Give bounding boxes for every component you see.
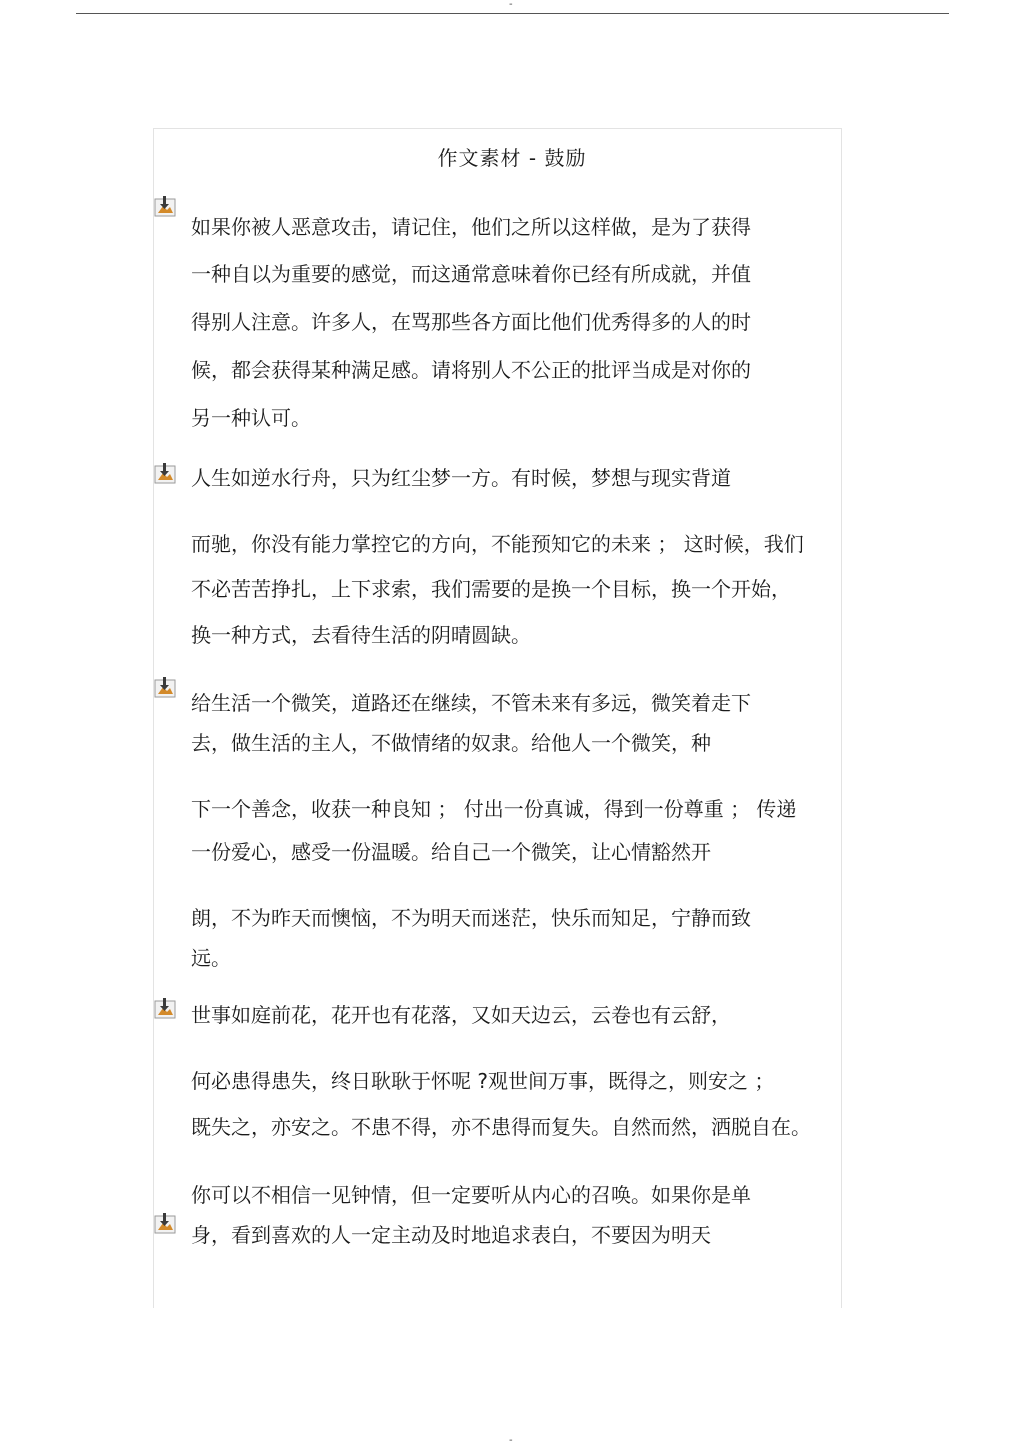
paragraph-3-line-2: 去，做生活的主人，不做情绪的奴隶。给他人一个微笑，种 — [191, 731, 711, 755]
paragraph-3-line-5: 朗，不为昨天而懊恼，不为明天而迷茫，快乐而知足，宁静而致 — [191, 906, 751, 930]
image-placeholder-icon — [154, 195, 176, 217]
paragraph-3-line-1: 给生活一个微笑，道路还在继续，不管未来有多远，微笑着走下 — [191, 691, 751, 715]
paragraph-3-line-3: 下一个善念，收获一种良知 ； 付出一份真诚，得到一份尊重 ； 传递 — [191, 797, 797, 821]
paragraph-4-line-2: 何必患得患失，终日耿耿于怀呢 ?观世间万事，既得之，则安之 ； — [191, 1069, 775, 1093]
paragraph-2-line-3: 不必苦苦挣扎，上下求索，我们需要的是换一个目标，换一个开始， — [191, 577, 791, 601]
header-mark: - — [509, 0, 513, 10]
paragraph-3-line-6: 远。 — [191, 946, 231, 970]
image-placeholder-icon — [154, 676, 176, 698]
image-placeholder-icon — [154, 462, 176, 484]
document-title: 作文素材 - 鼓励 — [437, 146, 587, 170]
paragraph-5-line-2: 身，看到喜欢的人一定主动及时地追求表白，不要因为明天 — [191, 1223, 711, 1247]
image-placeholder-icon — [154, 1212, 176, 1234]
footer-mark: - — [509, 1435, 513, 1446]
paragraph-3-line-4: 一份爱心，感受一份温暖。给自己一个微笑，让心情豁然开 — [191, 840, 711, 864]
paragraph-1-line-5: 另一种认可。 — [191, 406, 311, 430]
paragraph-1-line-1: 如果你被人恶意攻击，请记住，他们之所以这样做，是为了获得 — [191, 215, 751, 239]
paragraph-4-line-3: 既失之，亦安之。不患不得，亦不患得而复失。自然而然，洒脱自在。 — [191, 1115, 811, 1139]
paragraph-5-line-1: 你可以不相信一见钟情，但一定要听从内心的召唤。如果你是单 — [191, 1183, 751, 1207]
paragraph-1-line-2: 一种自以为重要的感觉，而这通常意味着你已经有所成就，并值 — [191, 262, 751, 286]
paragraph-1-line-3: 得别人注意。许多人，在骂那些各方面比他们优秀得多的人的时 — [191, 310, 751, 334]
paragraph-2-line-1: 人生如逆水行舟，只为红尘梦一方。有时候，梦想与现实背道 — [191, 466, 731, 490]
header-rule — [76, 13, 949, 14]
paragraph-2-line-2: 而驰，你没有能力掌控它的方向，不能预知它的未来 ； 这时候，我们 — [191, 532, 804, 556]
paragraph-2-line-4: 换一种方式，去看待生活的阴晴圆缺。 — [191, 623, 531, 647]
paragraph-1-line-4: 候，都会获得某种满足感。请将别人不公正的批评当成是对你的 — [191, 358, 751, 382]
paragraph-4-line-1: 世事如庭前花，花开也有花落，又如天边云，云卷也有云舒， — [191, 1003, 731, 1027]
image-placeholder-icon — [154, 997, 176, 1019]
